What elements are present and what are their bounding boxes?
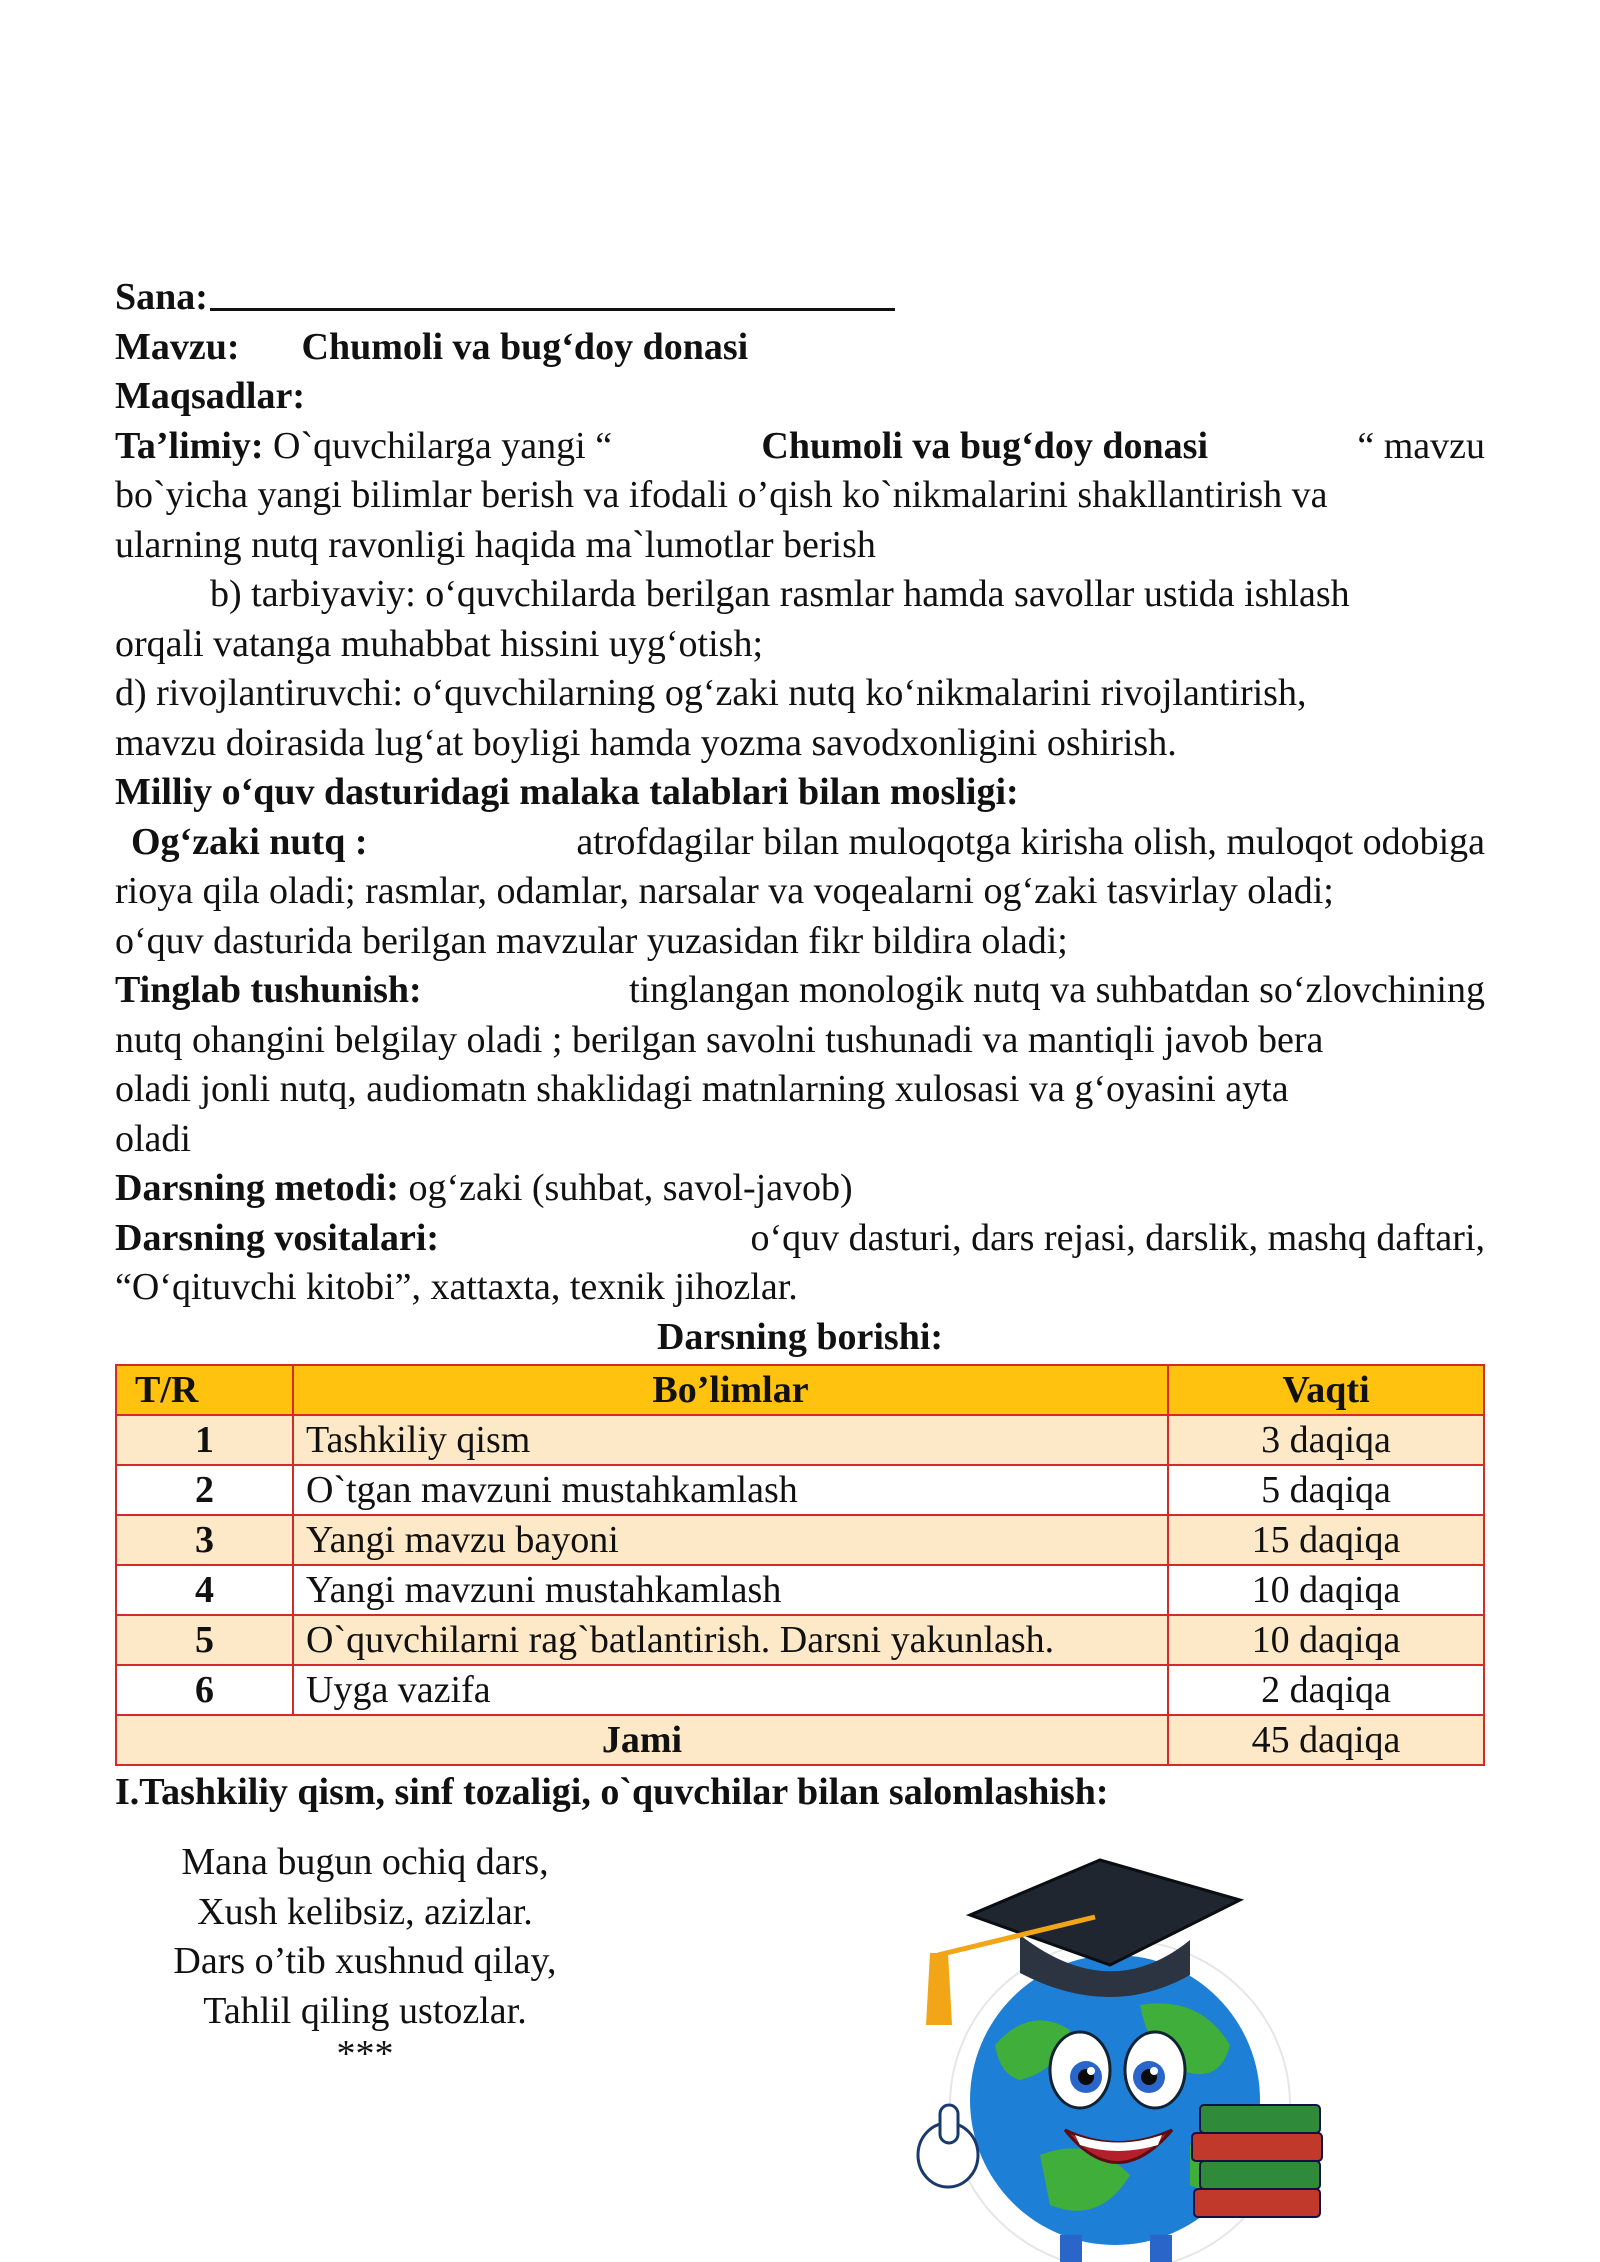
vosita-line-1: Darsning vositalari: o‘quv dasturi, dars rejasi, darslik, mashq daftari, xyxy=(115,1216,1485,1259)
talimiy-line-3: ularning nutq ravonligi haqida ma`lumotlar berish xyxy=(115,523,876,566)
table-total-row xyxy=(116,1715,1484,1765)
table-row: 4 Yangi mavzuni mustahkamlash 10 daqiqa xyxy=(116,1565,1484,1615)
goals-heading: Maqsadlar: xyxy=(115,375,305,417)
table-row: 6 Uyga vazifa 2 daqiqa xyxy=(116,1665,1484,1715)
table-row: 5 O`quvchilarni rag`batlantirish. Darsni yakunlash. 10 daqiqa xyxy=(116,1615,1484,1665)
lesson-plan-page xyxy=(115,268,1485,1818)
rivoj-line-2: mavzu doirasida lug‘at boyligi hamda yozma savodxonligini oshirish. xyxy=(115,721,1177,764)
tinglab-line-3: oladi jonli nutq, audiomatn shaklidagi matnlarning xulosasi va g‘oyasini ayta xyxy=(115,1068,1289,1110)
ogzaki-line-3: o‘quv dasturida berilgan mavzular yuzasidan fikr bildira oladi; xyxy=(115,919,1068,962)
tarbiyaviy-line-2: orqali vatanga muhabbat hissini uyg‘otish; xyxy=(115,622,764,665)
poem-line: Tahlil qiling ustozlar. xyxy=(203,1989,527,2032)
lesson-plan-table xyxy=(115,1364,1485,1766)
ogzaki-line-1: Og‘zaki nutq : atrofdagilar bilan muloqotga kirisha olish, muloqot odobiga xyxy=(131,820,1485,863)
section1-heading: I.Tashkiliy qism, sinf tozaligi, o`quvchilar bilan salomlashish: xyxy=(115,1771,1109,1813)
poem-line: Xush kelibsiz, azizlar. xyxy=(197,1890,533,1933)
col-header-sections: Bo’limlar xyxy=(293,1365,1168,1415)
date-line: Sana: xyxy=(115,268,1485,323)
date-blank xyxy=(210,268,895,311)
total-label: Jami xyxy=(116,1715,1168,1765)
table-row: 2 O`tgan mavzuni mustahkamlash 5 daqiqa xyxy=(116,1465,1484,1515)
tarbiyaviy-line-1: b) tarbiyaviy: o‘quvchilarda berilgan rasmlar hamda savollar ustida ishlash xyxy=(210,573,1350,615)
poem-line: Dars o’tib xushnud qilay, xyxy=(173,1940,557,1982)
poem-line: Mana bugun ochiq dars, xyxy=(181,1841,549,1883)
table-row: 1 Tashkiliy qism 3 daqiqa xyxy=(116,1415,1484,1465)
table-header-row xyxy=(116,1365,1484,1415)
milliy-heading: Milliy o‘quv dasturidagi malaka talablari bilan mosligi: xyxy=(115,771,1019,813)
greeting-poem xyxy=(115,1838,615,2075)
topic-line: Mavzu: Chumoli va bug‘doy donasi xyxy=(115,325,749,368)
total-value: 45 daqiqa xyxy=(1168,1715,1484,1765)
talimiy-line-1: Ta’limiy: O`quvchilarga yangi “ Chumoli va bug‘doy donasi “ mavzu xyxy=(115,424,1485,467)
globe-graduate-mascot-icon xyxy=(900,1855,1360,2262)
metod-line: Darsning metodi: og‘zaki (suhbat, savol-javob) xyxy=(115,1167,853,1209)
table-row: 3 Yangi mavzu bayoni 15 daqiqa xyxy=(116,1515,1484,1565)
tinglab-line-1: Tinglab tushunish: tinglangan monologik nutq va suhbatdan so‘zlovchining xyxy=(115,969,1485,1011)
plan-heading: Darsning borishi: xyxy=(656,1315,944,1358)
vosita-line-2: “O‘qituvchi kitobi”, xattaxta, texnik jihozlar. xyxy=(115,1266,798,1308)
tinglab-line-2: nutq ohangini belgilay oladi ; berilgan savolni tushunadi va mantiqli javob bera xyxy=(115,1018,1324,1061)
col-header-tr: T/R xyxy=(116,1365,293,1415)
tinglab-line-4: oladi xyxy=(115,1117,191,1160)
poem-stars: *** xyxy=(336,2033,394,2075)
talimiy-line-2: bo`yicha yangi bilimlar berish va ifodali o’qish ko`nikmalarini shakllantirish va xyxy=(115,474,1328,516)
rivoj-line-1: d) rivojlantiruvchi: o‘quvchilarning og‘zaki nutq ko‘nikmalarini rivojlantirish, xyxy=(115,672,1307,714)
topic-title: Chumoli va bug‘doy donasi xyxy=(301,325,749,368)
col-header-time: Vaqti xyxy=(1168,1365,1484,1415)
ogzaki-line-2: rioya qila oladi; rasmlar, odamlar, narsalar va voqealarni og‘zaki tasvirlay oladi; xyxy=(115,870,1334,912)
